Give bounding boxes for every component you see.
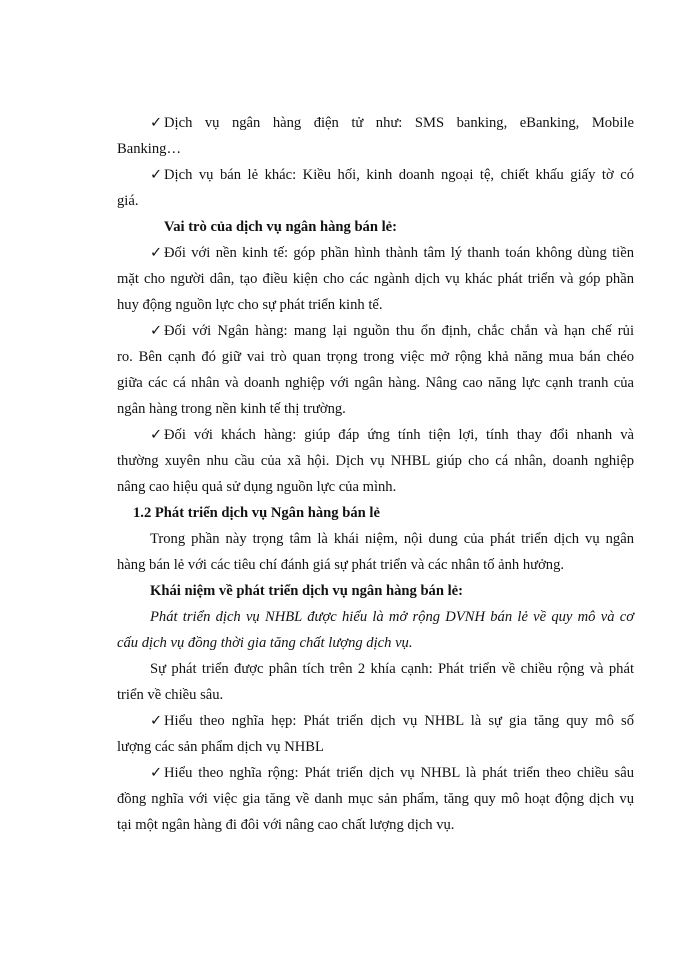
check-mark-icon: ✓	[150, 245, 163, 261]
paragraph-line: lượng các sản phẩm dịch vụ NHBL	[117, 739, 324, 755]
paragraph-line: giá.	[117, 193, 139, 209]
check-mark-icon: ✓	[150, 167, 163, 183]
bullet-ebanking: ✓ Dịch vụ ngân hàng điện tử như: SMS banking, eBanking, Mobile	[150, 115, 634, 131]
bullet-other-retail: ✓ Dịch vụ bán lẻ khác: Kiều hối, kinh doanh ngoại tệ, chiết khấu giấy tờ có	[150, 167, 634, 183]
check-mark-icon: ✓	[150, 427, 163, 443]
paragraph-line: Sự phát triển được phân tích trên 2 khía cạnh: Phát triển về chiều rộng và phát	[150, 661, 634, 677]
bullet-narrow-meaning: ✓ Hiểu theo nghĩa hẹp: Phát triển dịch vụ NHBL là sự gia tăng quy mô số	[150, 713, 634, 729]
heading-concept: Khái niệm về phát triển dịch vụ ngân hàng bán lẻ:	[150, 583, 464, 599]
check-mark-icon: ✓	[150, 713, 163, 729]
bullet-bank: ✓ Đối với Ngân hàng: mang lại nguồn thu ổn định, chắc chắn và hạn chế rủi	[150, 323, 634, 339]
paragraph-line: mặt cho người dân, tạo điều kiện cho các ngành dịch vụ khác phát triển và góp phần	[117, 271, 634, 287]
paragraph-line: Trong phần này trọng tâm là khái niệm, nội dung của phát triển dịch vụ ngân	[150, 531, 634, 547]
paragraph-line: nâng cao hiệu quả sử dụng nguồn lực của mình.	[117, 479, 397, 495]
paragraph-line: Banking…	[117, 141, 182, 157]
check-mark-icon: ✓	[150, 765, 163, 781]
bullet-economy: ✓ Đối với nền kinh tế: góp phần hình thành tâm lý thanh toán không dùng tiền	[150, 245, 634, 261]
paragraph-line: hàng bán lẻ với các tiêu chí đánh giá sự phát triển và các nhân tố ảnh hưởng.	[117, 557, 565, 573]
bullet-broad-meaning: ✓ Hiểu theo nghĩa rộng: Phát triển dịch vụ NHBL là phát triển theo chiều sâu	[150, 765, 634, 781]
paragraph-line: ro. Bên cạnh đó giữ vai trò quan trọng trong việc mở rộng khả năng mua bán chéo	[117, 349, 634, 365]
section-heading-1-2: 1.2 Phát triển dịch vụ Ngân hàng bán lẻ	[133, 505, 380, 521]
paragraph-line: triển về chiều sâu.	[117, 687, 224, 703]
definition-line: cấu dịch vụ đồng thời gia tăng chất lượng dịch vụ.	[117, 635, 413, 651]
paragraph-line: đồng nghĩa với việc gia tăng về danh mục sản phẩm, tăng quy mô hoạt động dịch vụ	[117, 791, 634, 807]
bullet-customer: ✓ Đối với khách hàng: giúp đáp ứng tính tiện lợi, tính thay đổi nhanh và	[150, 427, 634, 443]
heading-role: Vai trò của dịch vụ ngân hàng bán lẻ:	[164, 219, 398, 235]
paragraph-line: huy động nguồn lực cho sự phát triển kinh tế.	[117, 297, 383, 313]
paragraph-line: tại một ngân hàng đi đôi với nâng cao chất lượng dịch vụ.	[117, 817, 455, 833]
paragraph-line: giữa các cá nhân và doanh nghiệp với ngân hàng. Nâng cao năng lực cạnh tranh của	[117, 375, 634, 391]
check-mark-icon: ✓	[150, 115, 163, 131]
paragraph-line: ngân hàng trong nền kinh tế thị trường.	[117, 401, 346, 417]
definition-line: Phát triển dịch vụ NHBL được hiểu là mở rộng DVNH bán lẻ về quy mô và cơ	[150, 609, 634, 625]
check-mark-icon: ✓	[150, 323, 163, 339]
paragraph-line: thường xuyên nhu cầu của xã hội. Dịch vụ NHBL giúp cho cá nhân, doanh nghiệp	[117, 453, 634, 469]
